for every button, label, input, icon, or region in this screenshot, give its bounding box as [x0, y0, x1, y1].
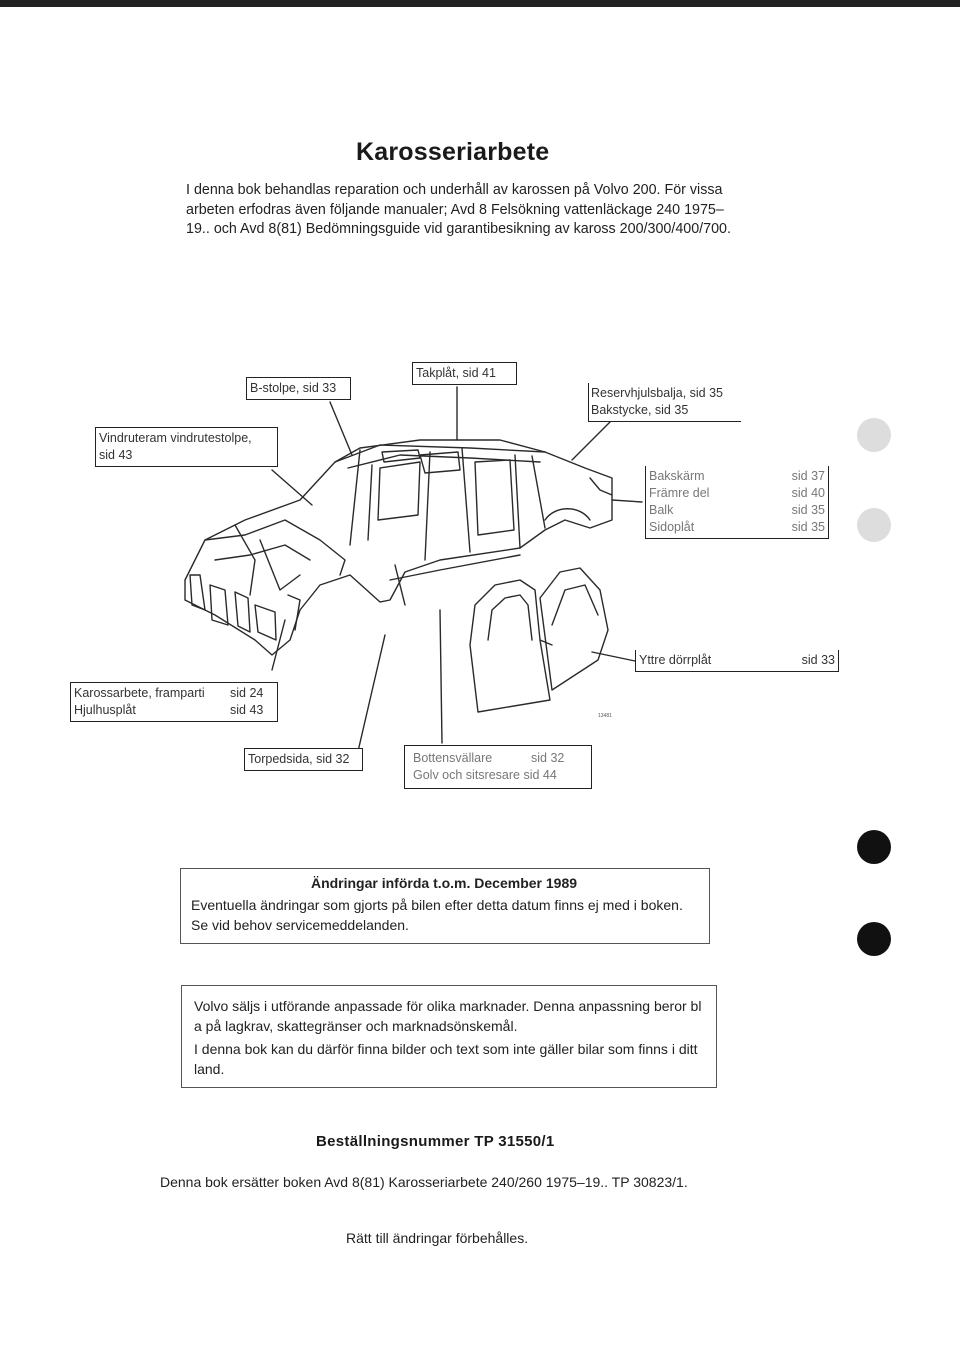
market-notice: [181, 985, 717, 1088]
rear-part-row: Bakskärm sid 37: [649, 469, 825, 483]
page-title: Karosseriarbete: [356, 138, 550, 166]
front-part-row: Karossarbete, framparti sid 24: [74, 686, 264, 700]
changes-notice: [180, 868, 710, 944]
order-number: Beställningsnummer TP 31550/1: [316, 1133, 555, 1150]
rear-part-row: Balk sid 35: [649, 503, 825, 517]
callout-torpedsida: [244, 748, 363, 771]
replaces-note: Denna bok ersätter boken Avd 8(81) Karosseriarbete 240/260 1975–19.. TP 30823/1.: [160, 1174, 688, 1190]
rear-part-row: Sidoplåt sid 35: [649, 520, 825, 534]
vindruteram-label-line1: Vindruteram vindrutestolpe,: [99, 431, 252, 445]
punch-hole: [857, 830, 891, 864]
intro-paragraph: I denna bok behandlas reparation och underhåll av karossen på Volvo 200. För vissa arbeten erfodras även följande manualer; Avd 8 Felsökning vattenläckage 240 1975–19.. och Avd 8(81) Bedömningsguide vid garantibesikning av kaross 200/300/400/700.: [186, 182, 731, 238]
figure-code: 13481: [598, 713, 612, 719]
callout-takplat: [412, 362, 517, 385]
bakstycke-label: Bakstycke, sid 35: [591, 403, 689, 417]
reservhjulsbalja-label: Reservhjulsbalja, sid 35: [591, 386, 724, 400]
callout-b-stolpe: [246, 377, 351, 400]
market-text-2: I denna bok kan du därför finna bilder och text som inte gäller bilar som finns i ditt land.: [194, 1041, 698, 1077]
callout-rear-parts: [645, 466, 829, 539]
punch-hole: [857, 922, 891, 956]
punch-hole: [857, 508, 891, 542]
market-text-1: Volvo säljs i utförande anpassade för olika marknader. Denna anpassning beror bl a på lagkrav, skattegränser och marknadsönskemål.: [194, 998, 702, 1034]
punch-hole: [857, 418, 891, 452]
rights-reserved: Rätt till ändringar förbehålles.: [346, 1230, 529, 1246]
yttre-dorrplat-page: sid 33: [801, 653, 835, 667]
front-part-row: Hjulhusplåt sid 43: [74, 703, 264, 717]
takplat-label: Takplåt, sid 41: [416, 366, 496, 380]
callout-vindruteram: [95, 427, 278, 467]
yttre-dorrplat-label: Yttre dörrplåt: [639, 653, 712, 667]
bottensvallare-page: sid 32: [531, 751, 565, 765]
torpedsida-label: Torpedsida, sid 32: [248, 752, 350, 766]
b-stolpe-label: B-stolpe, sid 33: [250, 381, 337, 395]
callout-bottensvallare: [404, 745, 592, 789]
changes-text: Eventuella ändringar som gjorts på bilen efter detta datum finns ej med i boken. Se vid behov servicemeddelanden.: [191, 897, 683, 933]
changes-heading: Ändringar införda t.o.m. December 1989: [310, 875, 578, 891]
vindruteram-label-line2: sid 43: [99, 448, 133, 462]
callout-front-parts: [70, 682, 278, 722]
callout-yttre-dorrplat: [635, 650, 839, 672]
callout-reservhjulsbalja: [588, 383, 741, 422]
rear-part-row: Främre del sid 40: [649, 486, 825, 500]
bottensvallare-label: Bottensvällare: [413, 751, 493, 765]
golv-label: Golv och sitsresare sid 44: [413, 768, 557, 782]
